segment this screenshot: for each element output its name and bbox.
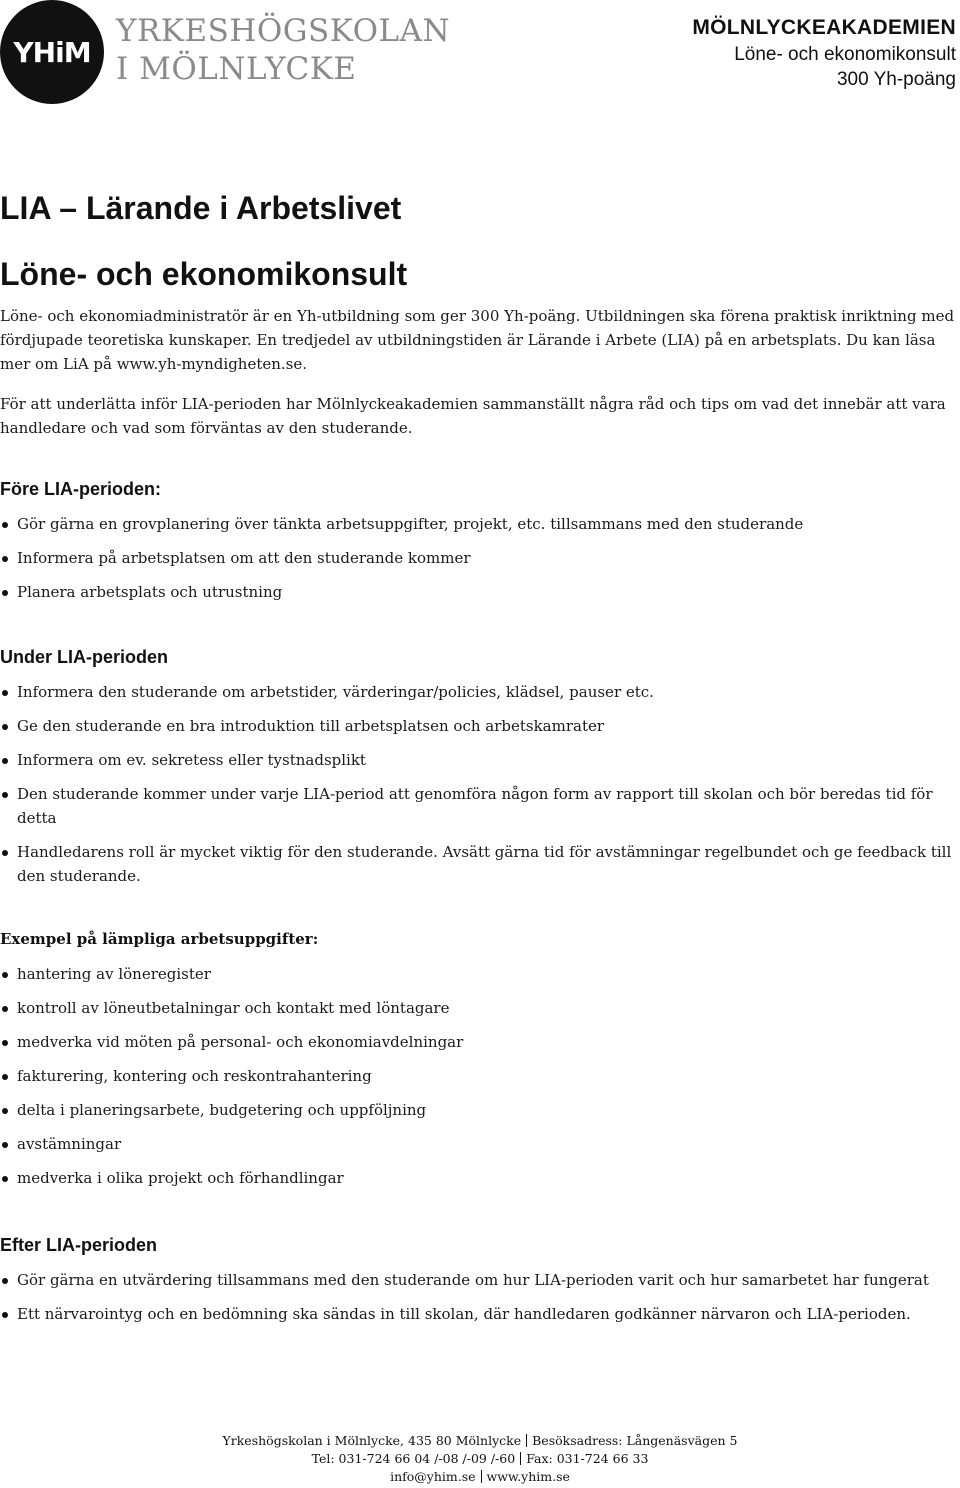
list-item: delta i planeringsarbete, budgetering och uppföljning [0,1098,956,1122]
list-item: Ge den studerande en bra introduktion till arbetsplatsen och arbetskamrater [0,714,956,738]
section-during-lia [0,644,956,888]
list-item: Ett närvarointyg och en bedömning ska sändas in till skolan, där handledaren godkänner närvaron och LIA-perioden. [0,1302,956,1326]
list-item: Informera om ev. sekretess eller tystnadsplikt [0,748,956,772]
separator [481,1470,482,1483]
logo-line-2: I MÖLNLYCKE [116,51,357,87]
header-info [692,14,956,92]
page-footer [0,1432,960,1486]
org-title: MÖLNLYCKEAKADEMIEN [692,16,956,39]
section-before-lia [0,476,956,604]
footer-visit-address: Besöksadress: Långenäsvägen 5 [532,1433,738,1448]
section-heading: Före LIA-perioden: [0,479,161,499]
page-title: LIA – Lärande i Arbetslivet [0,190,402,226]
logo-badge-text: YHiM [13,35,91,69]
list-item: avstämningar [0,1132,956,1156]
section-heading: Exempel på lämpliga arbetsuppgifter: [0,930,319,948]
logo-wordmark [116,12,450,88]
bullet-list [0,962,956,1190]
section-heading: Efter LIA-perioden [0,1235,158,1255]
main-content [0,180,956,1326]
list-item: fakturering, kontering och reskontrahantering [0,1064,956,1088]
list-item: Gör gärna en grovplanering över tänkta arbetsuppgifter, projekt, etc. tillsammans med den studerande [0,512,956,536]
list-item: hantering av löneregister [0,962,956,986]
section-example-tasks [0,926,956,1190]
list-item: Handledarens roll är mycket viktig för den studerande. Avsätt gärna tid för avstämningar regelbundet och ge feedback till den studerande. [0,840,956,888]
section-after-lia [0,1232,956,1326]
list-item: kontroll av löneutbetalningar och kontakt med löntagare [0,996,956,1020]
separator [520,1452,521,1465]
bullet-list [0,1268,956,1326]
bullet-list [0,680,956,888]
footer-line-3 [0,1468,960,1486]
footer-web-link[interactable]: www.yhim.se [486,1469,570,1484]
bullet-list [0,512,956,604]
yhim-badge-icon [0,0,104,104]
page-subtitle: Löne- och ekonomikonsult [0,256,408,292]
separator [526,1434,527,1447]
list-item: medverka vid möten på personal- och ekonomiavdelningar [0,1030,956,1054]
footer-line-1 [0,1432,960,1450]
school-logo [0,0,500,106]
program-name: Löne- och ekonomikonsult [734,44,956,65]
intro-paragraph: Löne- och ekonomiadministratör är en Yh-utbildning som ger 300 Yh-poäng. Utbildningen ska förena praktisk inriktning med fördjupade teoretiska kunskaper. En tredjedel av utbildningstiden är Lärande i Arbete (LIA) på en arbetsplats. Du kan läsa mer om LiA på www.yh-myndigheten.se. [0,307,955,373]
list-item: medverka i olika projekt och förhandlingar [0,1166,956,1190]
footer-line-2 [0,1450,960,1468]
list-item: Den studerande kommer under varje LIA-period att genomföra någon form av rapport till skolan och bör beredas tid för detta [0,782,956,830]
credits: 300 Yh-poäng [836,69,956,90]
section-heading: Under LIA-perioden [0,647,169,667]
footer-address: Yrkeshögskolan i Mölnlycke, 435 80 Mölnlycke [222,1433,522,1448]
list-item: Gör gärna en utvärdering tillsammans med den studerande om hur LIA-perioden varit och hur samarbetet har fungerat [0,1268,956,1292]
footer-fax: Fax: 031-724 66 33 [526,1451,649,1466]
list-item: Planera arbetsplats och utrustning [0,580,956,604]
footer-email-link[interactable]: info@yhim.se [390,1469,476,1484]
intro-paragraph-2: För att underlätta inför LIA-perioden har Mölnlyckeakademien sammanställt några råd och tips om vad det innebär att vara handledare och vad som förväntas av den studerande. [0,395,946,437]
list-item: Informera den studerande om arbetstider, värderingar/policies, klädsel, pauser etc. [0,680,956,704]
list-item: Informera på arbetsplatsen om att den studerande kommer [0,546,956,570]
logo-line-1: YRKESHÖGSKOLAN [116,13,451,49]
footer-phone: Tel: 031-724 66 04 /-08 /-09 /-60 [311,1451,516,1466]
